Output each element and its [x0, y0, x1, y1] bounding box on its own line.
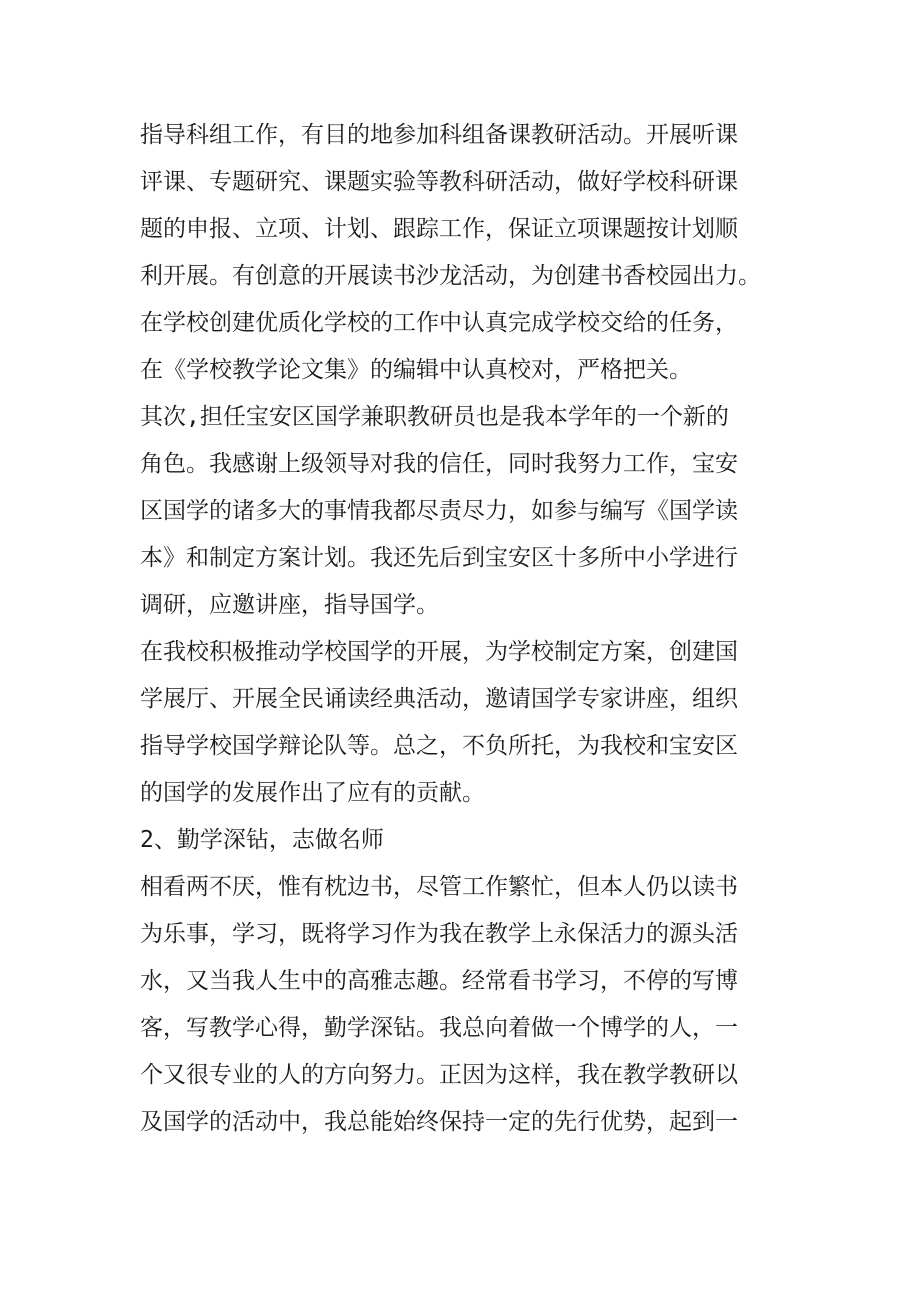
text-line-20: 客，写教学心得，勤学深钻。我总向着做一个博学的人，一 [140, 1015, 738, 1041]
text-line-11: 调研，应邀讲座，指导国学。 [140, 592, 439, 618]
text-line-14: 指导学校国学辩论队等。总之，不负所托，为我校和宝安区 [140, 733, 738, 759]
text-line-13: 学展厅、开展全民诵读经典活动，邀请国学专家讲座，组织 [140, 686, 738, 712]
text-line-12: 在我校积极推动学校国学的开展，为学校制定方案，创建国 [140, 639, 738, 665]
section-heading: 2、勤学深钻，志做名师 [140, 827, 384, 853]
text-line-17: 相看两不厌，惟有枕边书，尽管工作繁忙，但本人仍以读书 [140, 874, 738, 900]
text-line-18: 为乐事，学习，既将学习作为我在教学上永保活力的源头活 [140, 921, 738, 947]
text-line-19: 水，又当我人生中的高雅志趣。经常看书学习，不停的写博 [140, 968, 738, 994]
text-line-8: 角色。我感谢上级领导对我的信任，同时我努力工作，宝安 [140, 451, 738, 477]
text-line-6: 在《学校教学论文集》的编辑中认真校对，严格把关。 [140, 357, 692, 383]
text-line-1: 指导科组工作，有目的地参加科组备课教研活动。开展听课 [140, 122, 738, 148]
text-line-9: 区国学的诸多大的事情我都尽责尽力，如参与编写《国学读 [140, 498, 738, 524]
document-body [140, 112, 800, 1146]
text-line-3: 题的申报、立项、计划、跟踪工作，保证立项课题按计划顺 [140, 216, 738, 242]
text-line-10: 本》和制定方案计划。我还先后到宝安区十多所中小学进行 [140, 545, 738, 571]
text-line-4: 利开展。有创意的开展读书沙龙活动，为创建书香校园出力。 [140, 263, 761, 289]
text-line-5: 在学校创建优质化学校的工作中认真完成学校交给的任务， [140, 310, 738, 336]
text-line-22: 及国学的活动中，我总能始终保持一定的先行优势，起到一 [140, 1109, 738, 1135]
text-line-7: 其次,担任宝安区国学兼职教研员也是我本学年的一个新的 [140, 404, 729, 430]
text-line-21: 个又很专业的人的方向努力。正因为这样，我在教学教研以 [140, 1062, 738, 1088]
text-line-2: 评课、专题研究、课题实验等教科研活动，做好学校科研课 [140, 169, 738, 195]
text-line-15: 的国学的发展作出了应有的贡献。 [140, 780, 485, 806]
